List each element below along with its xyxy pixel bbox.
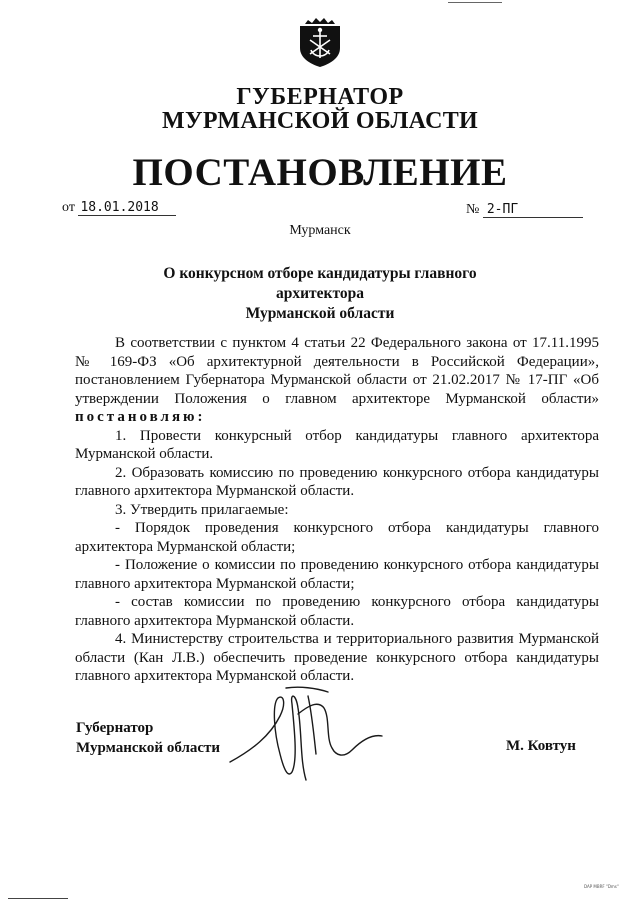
handwritten-signature bbox=[226, 684, 386, 788]
preamble-text: В соответствии с пунктом 4 статьи 22 Федерального закона от 17.11.1995 № 169-ФЗ «Об архитектурной деятельности в Российской Федерации», постановлением Губернатора Мурманской области от 21.02.2017 № 17-ПГ «Об утверждении Положения о главном архитекторе Мурманской области» bbox=[75, 335, 599, 407]
decree-word: постановляю: bbox=[75, 409, 206, 425]
item-3b: - Положение о комиссии по проведению конкурсного отбора кандидатуры главного архитектора Мурманской области; bbox=[75, 557, 599, 592]
bottom-rule bbox=[8, 898, 68, 899]
subject-line-2: Мурманской области bbox=[245, 305, 395, 322]
subject-line-1: О конкурсном отборе кандидатуры главного архитектора bbox=[163, 265, 477, 302]
date-prefix: от bbox=[62, 200, 75, 215]
item-3: 3. Утвердить прилагаемые: bbox=[115, 501, 289, 518]
number-line bbox=[466, 202, 583, 218]
item-3a: - Порядок проведения конкурсного отбора кандидатуры главного архитектора Мурманской области; bbox=[75, 520, 599, 555]
signatory-position bbox=[76, 718, 220, 758]
issuer-title: ГУБЕРНАТОР bbox=[236, 84, 404, 110]
item-1: 1. Провести конкурсный отбор кандидатуры главного архитектора Мурманской области. bbox=[75, 427, 599, 462]
item-4: 4. Министерству строительства и территориального развития Мурманской области (Кан Л.В.) обеспечить проведение конкурсного отбора кандидатуры главного архитектора Мурманской области. bbox=[75, 631, 599, 684]
scan-stamp: DAP MBRF "Dms" bbox=[584, 884, 619, 889]
signatory-position-line-2: Мурманской области bbox=[76, 740, 221, 756]
item-3c: - состав комиссии по проведению конкурсного отбора кандидатуры главного архитектора Мурманской области. bbox=[75, 594, 599, 629]
signatory-position-line-1: Губернатор bbox=[76, 720, 154, 736]
date-line bbox=[62, 200, 176, 216]
document-subject bbox=[120, 264, 520, 324]
top-rule bbox=[448, 2, 502, 3]
document-type: ПОСТАНОВЛЕНИЕ bbox=[132, 151, 508, 194]
city: Мурманск bbox=[289, 223, 351, 238]
signatory-name: М. Ковтун bbox=[506, 738, 576, 754]
number-prefix: № bbox=[466, 202, 480, 217]
document-date: 18.01.2018 bbox=[78, 200, 176, 216]
issuer-region: МУРМАНСКОЙ ОБЛАСТИ bbox=[162, 108, 478, 134]
document-number: 2-ПГ bbox=[483, 202, 583, 218]
document-body bbox=[75, 334, 599, 686]
preamble-paragraph bbox=[75, 334, 599, 427]
coat-of-arms-icon bbox=[296, 14, 344, 68]
item-2: 2. Образовать комиссию по проведению конкурсного отбора кандидатуры главного архитектора Мурманской области. bbox=[75, 464, 599, 499]
